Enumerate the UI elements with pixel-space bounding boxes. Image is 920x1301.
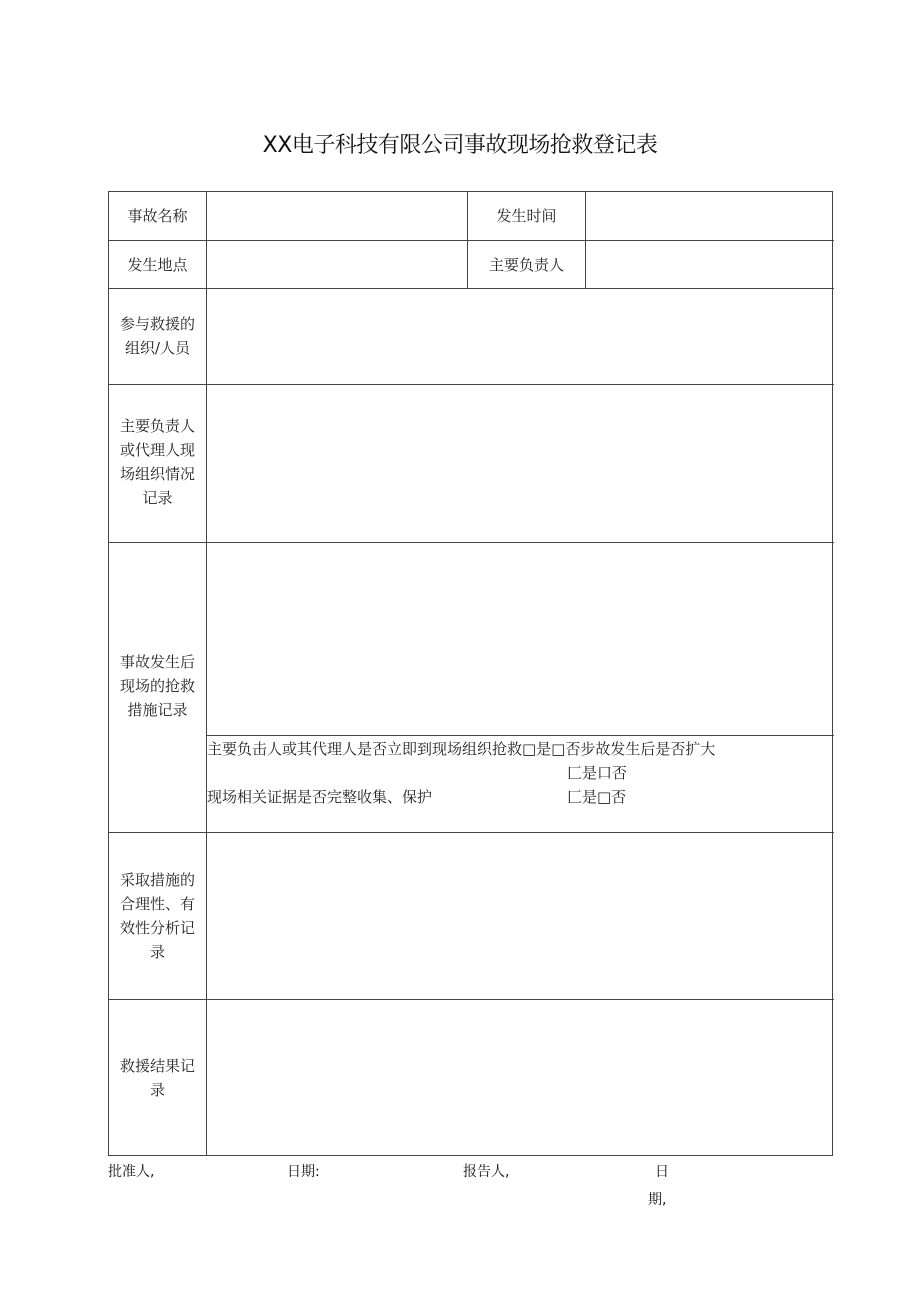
analysis-record-label: 采取措施的 合理性、有 效性分析记 录 <box>119 871 195 961</box>
reporter-label: 报告人, <box>463 1164 510 1180</box>
responsible-person-field[interactable] <box>586 241 833 288</box>
rescue-personnel-field[interactable] <box>207 289 833 384</box>
organization-record-label: 主要负责人 或代理人现 场组织情况 记录 <box>119 417 195 507</box>
evidence-question: 现场相关证据是否完整收集、保护 <box>207 788 433 806</box>
immediate-rescue-question: 主要负击人或其代理人是否立即到现场组织抢救□是□否步故发生后是否扩大 <box>207 740 716 758</box>
responsible-person-label: 主要负责人 <box>488 256 564 274</box>
measures-record-label: 事故发生后 现场的抢救 措施记录 <box>119 653 195 719</box>
occurrence-time-field[interactable] <box>586 192 833 240</box>
registration-form <box>108 191 833 1156</box>
organization-record-field[interactable] <box>207 385 833 542</box>
date-label-2-part1: 日 <box>655 1164 669 1180</box>
date-label-2-part2: 期, <box>648 1192 667 1208</box>
occurrence-time-label: 发生时间 <box>496 207 557 225</box>
measures-record-field[interactable] <box>207 543 833 735</box>
evidence-options[interactable]: 匚是□否 <box>567 788 627 806</box>
page-title: XX电子科技有限公司事故现场抢救登记表 <box>262 133 658 158</box>
accident-name-label: 事故名称 <box>127 207 188 225</box>
cell-divider <box>207 735 834 736</box>
result-record-label: 救援结果记 录 <box>119 1057 195 1099</box>
location-label: 发生地点 <box>127 256 188 274</box>
escalation-options[interactable]: 匚是口否 <box>567 764 628 782</box>
location-field[interactable] <box>207 241 467 288</box>
analysis-record-field[interactable] <box>207 833 833 999</box>
approver-label: 批准人, <box>108 1164 155 1180</box>
rescue-personnel-label: 参与救援的 组织/人员 <box>119 315 195 357</box>
result-record-field[interactable] <box>207 1000 833 1156</box>
accident-name-field[interactable] <box>207 192 467 240</box>
date-label: 日期: <box>287 1164 320 1180</box>
